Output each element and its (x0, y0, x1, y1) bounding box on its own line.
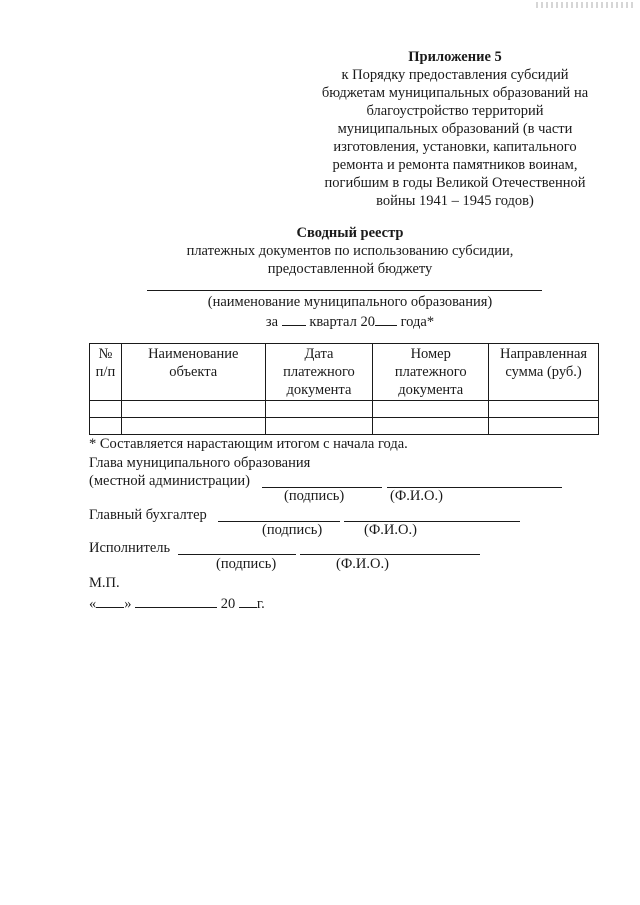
name-caption: (Ф.И.О.) (364, 522, 417, 538)
register-title: Сводный реестр (296, 225, 404, 241)
date-year: 20 (220, 596, 236, 612)
header-text: Дата (304, 346, 334, 362)
table-cell[interactable] (373, 401, 489, 418)
table-cell[interactable] (121, 418, 265, 435)
header-text: Номер (410, 346, 451, 362)
date-month-blank[interactable] (135, 593, 217, 608)
appendix-line: к Порядку предоставления субсидий (341, 67, 569, 83)
appendix-line: благоустройство территорий (366, 103, 544, 119)
name-caption: (Ф.И.О.) (390, 488, 443, 504)
date-suffix: г. (256, 596, 265, 612)
table-header-row (90, 344, 599, 401)
table-cell[interactable] (121, 401, 265, 418)
executor-label: Исполнитель (89, 540, 171, 556)
table-row (90, 418, 599, 435)
head-label-line-2: (местной администрации) (89, 473, 250, 489)
header-text: документа (286, 382, 352, 398)
year-blank[interactable] (375, 311, 397, 326)
table-cell[interactable] (90, 418, 122, 435)
appendix-line: ремонта и ремонта памятников воинам, (332, 157, 578, 173)
register-subtitle: предоставленной бюджету (267, 261, 433, 277)
table-cell[interactable] (489, 401, 599, 418)
col-header-amount (489, 344, 599, 401)
appendix-line: войны 1941 – 1945 годов) (376, 193, 534, 209)
date-day-blank[interactable] (96, 593, 124, 608)
date-open-quote: « (89, 596, 97, 612)
appendix-line: бюджетам муниципальных образований на (321, 85, 589, 101)
period-line (100, 311, 600, 331)
footnote: * Составляется нарастающим итогом с начала года. (89, 436, 408, 452)
header-text: платежного (283, 364, 355, 380)
date-year-blank[interactable] (239, 593, 257, 608)
municipality-block (100, 293, 600, 331)
name-caption: (Ф.И.О.) (336, 556, 389, 572)
appendix-block (290, 48, 620, 210)
scan-noise (536, 2, 636, 8)
period-prefix: за (265, 314, 279, 330)
period-middle: квартал 20 (309, 314, 375, 330)
header-text: объекта (169, 364, 218, 380)
col-header-object (121, 344, 265, 401)
executor-name-line[interactable] (300, 554, 480, 555)
table-cell[interactable] (90, 401, 122, 418)
header-text: п/п (95, 364, 116, 380)
municipality-caption: (наименование муниципального образования) (207, 294, 493, 310)
header-text: № (98, 346, 113, 362)
table-cell[interactable] (489, 418, 599, 435)
col-header-doc-number (373, 344, 489, 401)
head-label-line-1: Глава муниципального образования (89, 455, 311, 471)
appendix-title: Приложение 5 (408, 49, 502, 65)
register-table (89, 343, 599, 435)
col-header-date (265, 344, 373, 401)
header-text: платежного (394, 364, 467, 380)
stamp-label: М.П. (89, 575, 120, 591)
municipality-name-line[interactable] (147, 290, 542, 291)
accountant-label: Главный бухгалтер (89, 507, 207, 523)
appendix-line: муниципальных образований (в части (337, 121, 573, 137)
register-heading (100, 224, 600, 278)
header-text: сумма (руб.) (505, 364, 582, 380)
register-subtitle: платежных документов по использованию субсидии, (186, 243, 514, 259)
col-header-number (90, 344, 122, 401)
executor-signature-line[interactable] (178, 554, 296, 555)
period-suffix: года* (400, 314, 435, 330)
date-close-quote: » (124, 596, 132, 612)
signature-caption: (подпись) (284, 488, 345, 504)
appendix-line: изготовления, установки, капитального (333, 139, 577, 155)
appendix-line: погибшим в годы Великой Отечественной (324, 175, 586, 191)
table-cell[interactable] (265, 418, 373, 435)
quarter-blank[interactable] (282, 311, 306, 326)
table-cell[interactable] (265, 401, 373, 418)
header-text: документа (398, 382, 464, 398)
date-line (89, 593, 265, 613)
header-text: Наименование (148, 346, 239, 362)
header-text: Направленная (499, 346, 588, 362)
signature-caption: (подпись) (216, 556, 277, 572)
table-row (90, 401, 599, 418)
signature-caption: (подпись) (262, 522, 323, 538)
table-cell[interactable] (373, 418, 489, 435)
